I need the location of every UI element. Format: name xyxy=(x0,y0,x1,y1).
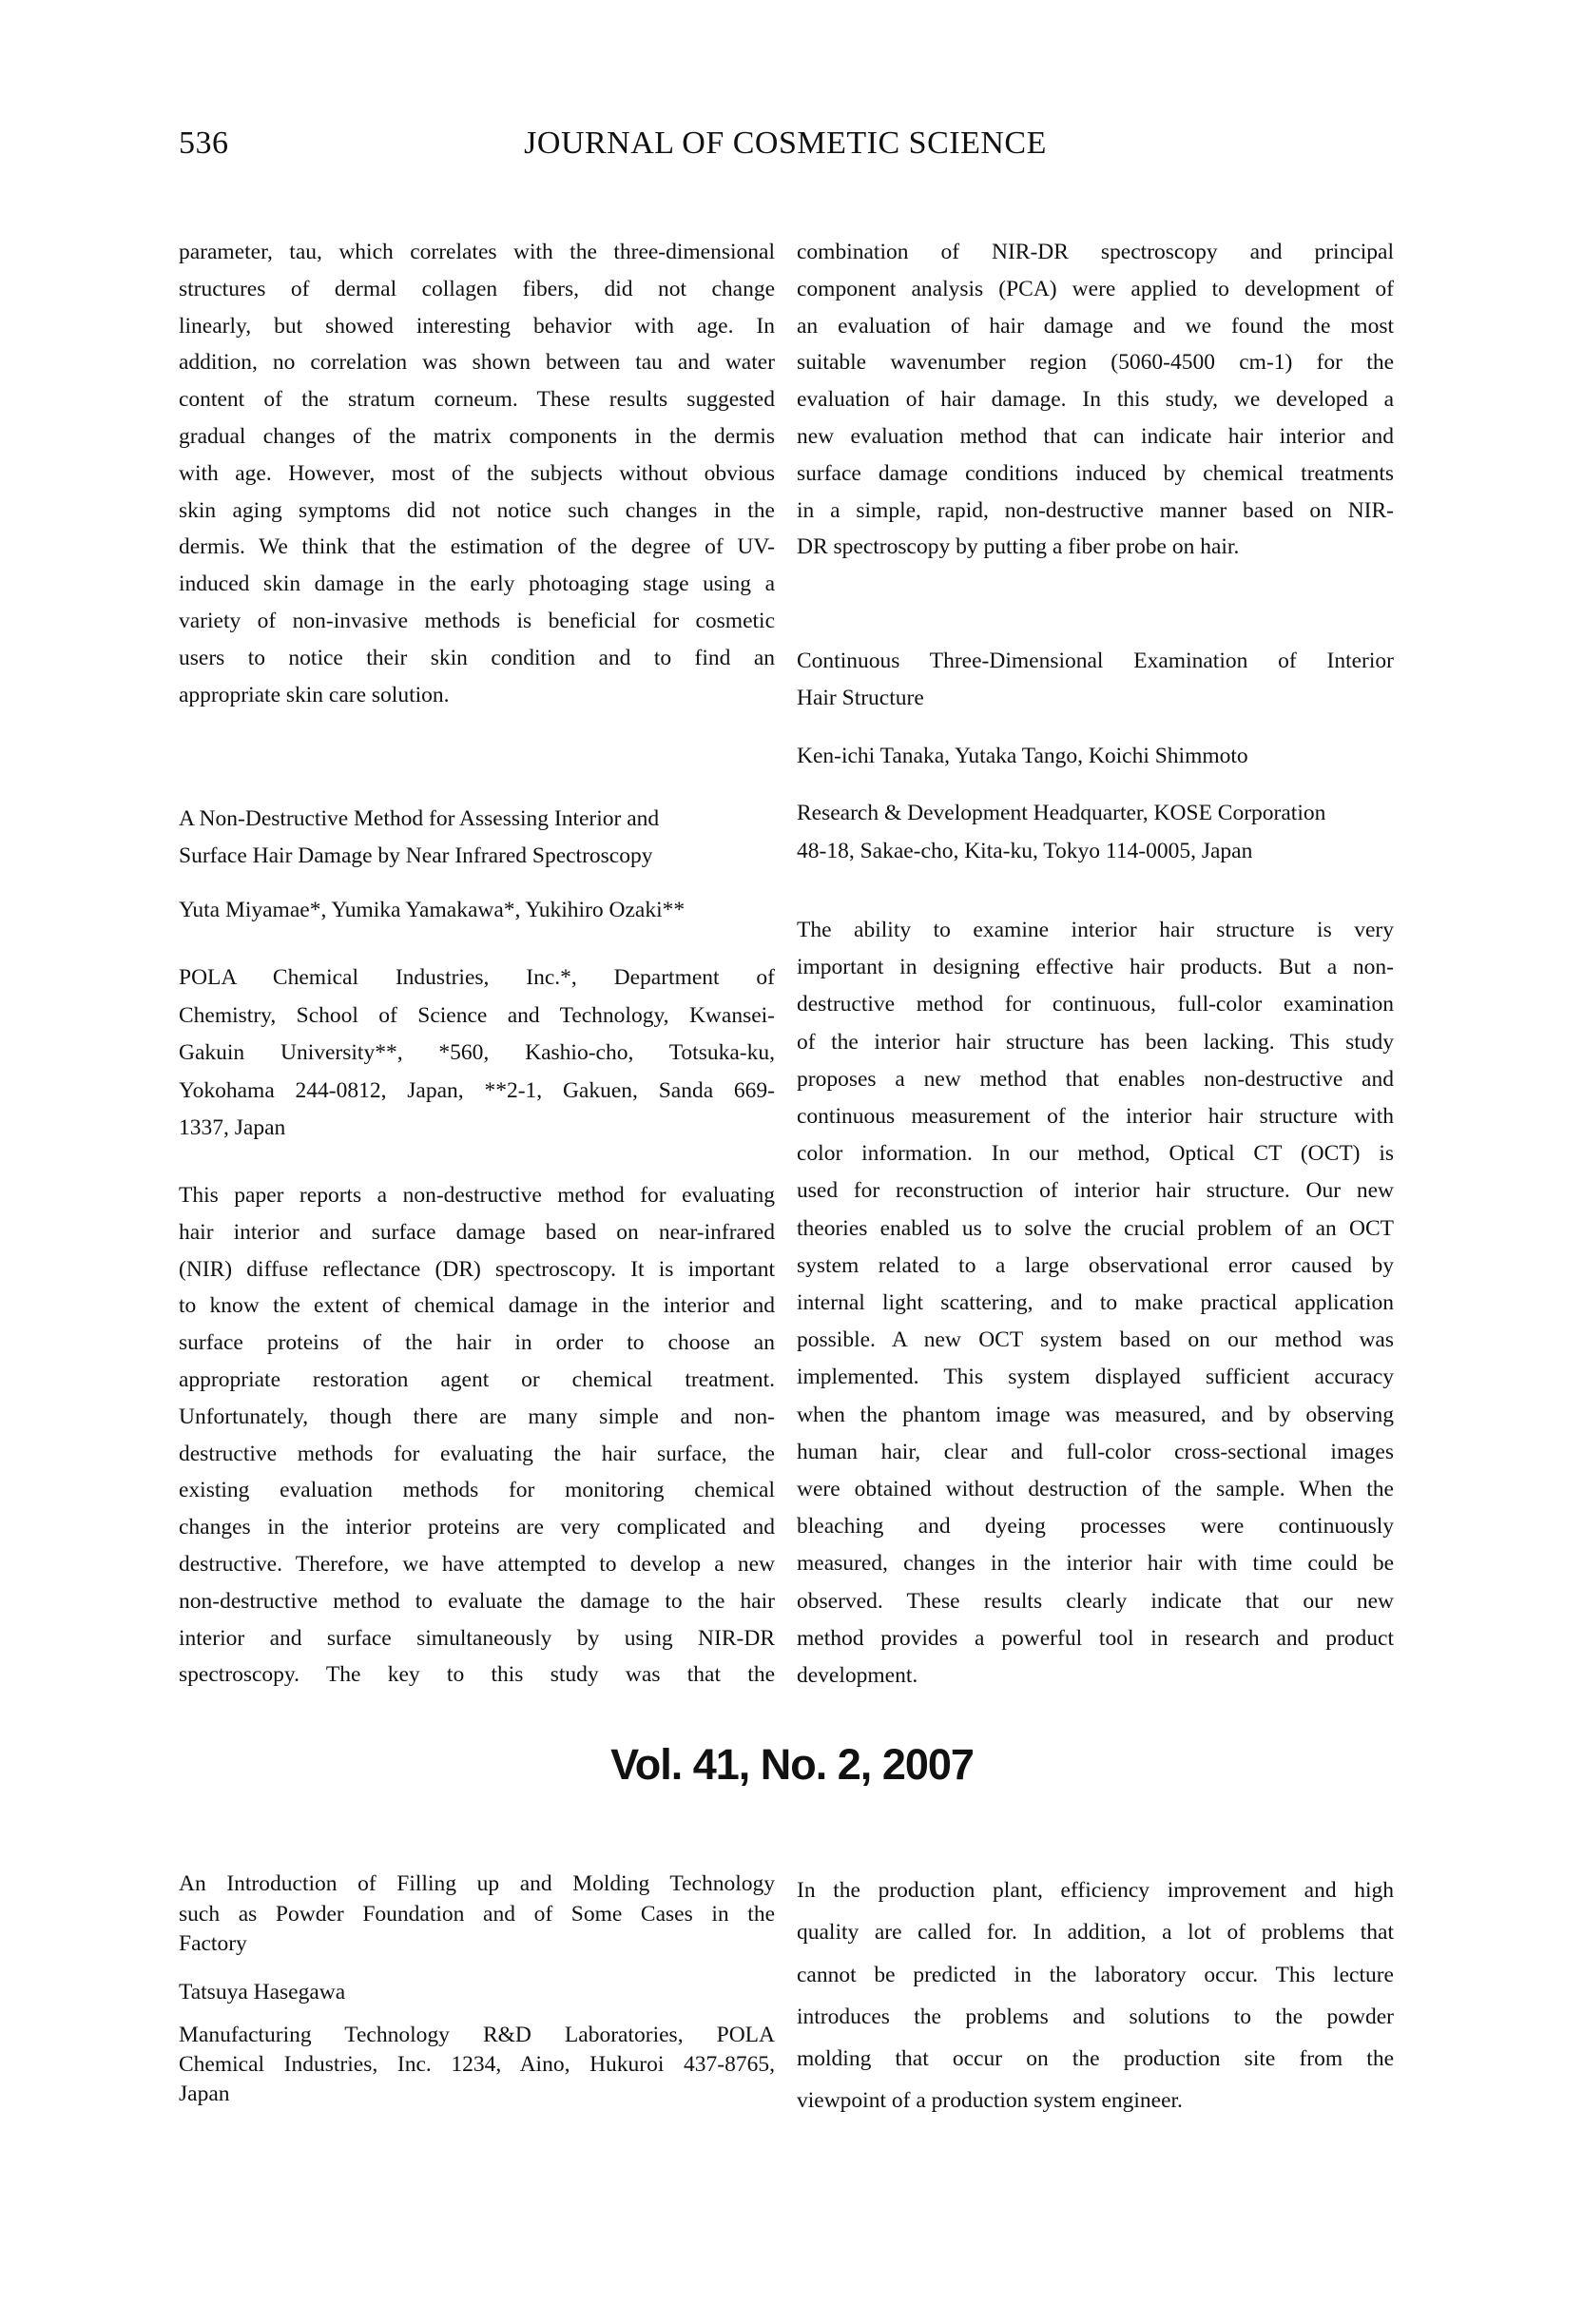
text-line: 48-18, Sakae-cho, Kita-ku, Tokyo 114-0005, Japan xyxy=(797,839,1253,863)
volume-heading: Vol. 41, No. 2, 2007 xyxy=(610,1740,974,1789)
text-line: continuous measurement of the interior hair structure with xyxy=(797,1104,1394,1130)
text-line: POLA Chemical Industries, Inc.*, Department of xyxy=(179,965,775,990)
text-line: Yokohama 244-0812, Japan, **2-1, Gakuen, Sanda 669- xyxy=(179,1077,775,1103)
text-line: destructive. Therefore, we have attempted to develop a new xyxy=(179,1551,775,1577)
text-line: internal light scattering, and to make practical application xyxy=(797,1290,1394,1316)
text-line: quality are called for. In addition, a lot of problems that xyxy=(797,1920,1394,1946)
prev-abstract-end xyxy=(179,234,775,713)
text-line: human hair, clear and full-color cross-sectional images xyxy=(797,1439,1394,1464)
article1-authors xyxy=(179,892,775,929)
text-line: Ken-ichi Tanaka, Yutaka Tango, Koichi Shimmoto xyxy=(797,744,1248,768)
article3-authors xyxy=(179,1978,775,2008)
text-line: destructive methods for evaluating the hair surface, the xyxy=(179,1441,775,1466)
text-line: non-destructive method to evaluate the damage to the hair xyxy=(179,1588,775,1614)
text-line: gradual changes of the matrix components in the dermis xyxy=(179,423,775,449)
text-line: appropriate restoration agent or chemical treatment. xyxy=(179,1366,775,1392)
text-line: new evaluation method that can indicate hair interior and xyxy=(797,423,1394,449)
text-line: Tatsuya Hasegawa xyxy=(179,1980,346,2004)
text-line: important in designing effective hair products. But a non- xyxy=(797,955,1394,980)
text-line: surface damage conditions induced by chemical treatments xyxy=(797,460,1394,486)
text-line: spectroscopy. The key to this study was that the xyxy=(179,1662,775,1688)
text-line: Japan xyxy=(179,2082,230,2107)
text-line: were obtained without destruction of the sample. When the xyxy=(797,1477,1394,1502)
text-line: users to notice their skin condition and to find an xyxy=(179,645,775,670)
text-line: (NIR) diffuse reflectance (DR) spectroscopy. It is important xyxy=(179,1256,775,1282)
text-line: suitable wavenumber region (5060-4500 cm-1) for the xyxy=(797,350,1394,376)
text-line: theories enabled us to solve the crucial problem of an OCT xyxy=(797,1215,1394,1241)
text-line: Factory xyxy=(179,1931,247,1957)
text-line: A Non-Destructive Method for Assessing Interior and xyxy=(179,806,660,831)
article3-title xyxy=(179,1869,775,1960)
article1-abstract-left xyxy=(179,1177,775,1694)
text-line: parameter, tau, which correlates with the three-dimensional xyxy=(179,240,775,264)
article1-abstract-right xyxy=(797,234,1394,566)
text-line: such as Powder Foundation and of Some Cases in the xyxy=(179,1901,775,1927)
text-line: measured, changes in the interior hair with time could be xyxy=(797,1551,1394,1577)
article2-title xyxy=(797,643,1394,717)
text-line: evaluation of hair damage. In this study, we developed a xyxy=(797,387,1394,413)
text-line: color information. In our method, Optical CT (OCT) is xyxy=(797,1141,1394,1167)
text-line: Surface Hair Damage by Near Infrared Spectroscopy xyxy=(179,842,653,868)
text-line: cannot be predicted in the laboratory occur. This lecture xyxy=(797,1962,1394,1987)
text-line: skin aging symptoms did not notice such changes in the xyxy=(179,497,775,523)
text-line: This paper reports a non-destructive method for evaluating xyxy=(179,1183,775,1208)
text-line: method provides a powerful tool in research and product xyxy=(797,1625,1394,1651)
text-line: used for reconstruction of interior hair structure. Our new xyxy=(797,1178,1394,1204)
text-line: Yuta Miyamae*, Yumika Yamakawa*, Yukihiro Ozaki** xyxy=(179,898,686,922)
text-line: linearly, but showed interesting behavior with age. In xyxy=(179,313,775,339)
text-line: Chemical Industries, Inc. 1234, Aino, Hukuroi 437-8765, xyxy=(179,2052,775,2078)
text-line: proposes a new method that enables non-destructive and xyxy=(797,1066,1394,1092)
article2-affiliation xyxy=(797,794,1394,870)
article2-abstract xyxy=(797,912,1394,1695)
article1-affiliation xyxy=(179,959,775,1148)
text-line: Continuous Three-Dimensional Examination of Interior xyxy=(797,649,1394,673)
article2-authors xyxy=(797,738,1394,775)
text-line: dermis. We think that the estimation of the degree of UV- xyxy=(179,534,775,560)
text-line: An Introduction of Filling up and Molding Technology xyxy=(179,1871,775,1896)
article3-affiliation xyxy=(179,2021,775,2110)
running-head: JOURNAL OF COSMETIC SCIENCE xyxy=(524,126,1047,161)
text-line: Gakuin University**, *560, Kashio-cho, Totsuka-ku, xyxy=(179,1040,775,1065)
text-line: when the phantom image was measured, and by observing xyxy=(797,1402,1394,1427)
article3-abstract xyxy=(797,1869,1394,2122)
text-line: The ability to examine interior hair structure is very xyxy=(797,918,1394,942)
text-line: observed. These results clearly indicate that our new xyxy=(797,1588,1394,1614)
text-line: induced skin damage in the early photoaging stage using a xyxy=(179,571,775,597)
text-line: to know the extent of chemical damage in the interior and xyxy=(179,1293,775,1319)
text-line: In the production plant, efficiency improvement and high xyxy=(797,1878,1394,1903)
page-number: 536 xyxy=(179,126,229,161)
text-line: combination of NIR-DR spectroscopy and principal xyxy=(797,240,1394,264)
text-line: addition, no correlation was shown between tau and water xyxy=(179,350,775,376)
text-line: changes in the interior proteins are very complicated and xyxy=(179,1515,775,1540)
text-line: Manufacturing Technology R&D Laboratories, POLA xyxy=(179,2023,775,2047)
text-line: bleaching and dyeing processes were continuously xyxy=(797,1514,1394,1540)
text-line: with age. However, most of the subjects without obvious xyxy=(179,460,775,486)
text-line: variety of non-invasive methods is beneficial for cosmetic xyxy=(179,608,775,633)
text-line: hair interior and surface damage based on near-infrared xyxy=(179,1219,775,1245)
text-line: Unfortunately, though there are many simple and non- xyxy=(179,1404,775,1429)
text-line: 1337, Japan xyxy=(179,1115,286,1140)
text-line: appropriate skin care solution. xyxy=(179,682,450,707)
text-line: Chemistry, School of Science and Technology, Kwansei- xyxy=(179,1002,775,1028)
text-line: system related to a large observational error caused by xyxy=(797,1252,1394,1278)
article1-title xyxy=(179,801,775,874)
text-line: existing evaluation methods for monitoring chemical xyxy=(179,1478,775,1503)
text-line: Hair Structure xyxy=(797,686,924,710)
text-line: an evaluation of hair damage and we found the most xyxy=(797,313,1394,339)
text-line: viewpoint of a production system engineer. xyxy=(797,2088,1183,2114)
text-line: interior and surface simultaneously by using NIR-DR xyxy=(179,1625,775,1651)
text-line: possible. A new OCT system based on our method was xyxy=(797,1327,1394,1353)
text-line: DR spectroscopy by putting a fiber probe on hair. xyxy=(797,534,1240,560)
text-line: molding that occur on the production site from the xyxy=(797,2046,1394,2072)
text-line: destructive method for continuous, full-color examination xyxy=(797,992,1394,1017)
text-line: structures of dermal collagen fibers, did not change xyxy=(179,276,775,301)
text-line: component analysis (PCA) were applied to development of xyxy=(797,276,1394,301)
text-line: implemented. This system displayed sufficient accuracy xyxy=(797,1365,1394,1390)
text-line: of the interior hair structure has been lacking. This study xyxy=(797,1029,1394,1055)
text-line: introduces the problems and solutions to the powder xyxy=(797,2004,1394,2029)
text-line: Research & Development Headquarter, KOSE Corporation xyxy=(797,801,1326,825)
text-line: surface proteins of the hair in order to choose an xyxy=(179,1330,775,1356)
text-line: content of the stratum corneum. These results suggested xyxy=(179,387,775,413)
text-line: development. xyxy=(797,1663,918,1689)
text-line: in a simple, rapid, non-destructive manner based on NIR- xyxy=(797,497,1394,523)
